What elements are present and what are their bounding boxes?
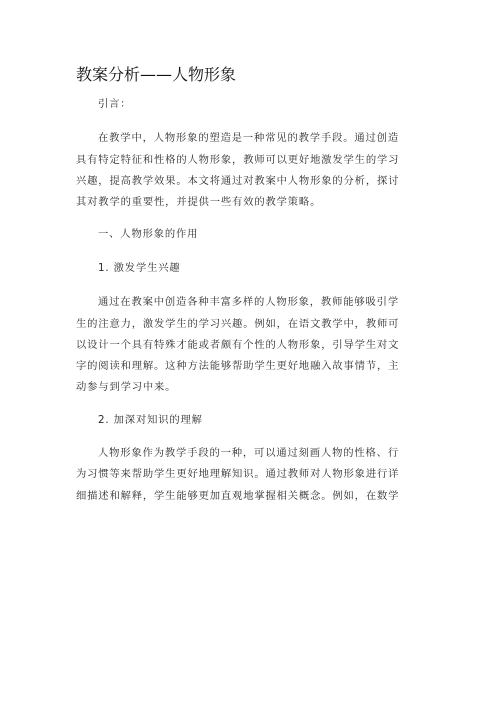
paragraph-line: 具有特定特征和性格的人物形象，教师可以更好地激发学生的学习 xyxy=(76,154,400,166)
subsection-heading: 1. 激发学生兴趣 xyxy=(98,262,181,274)
document-title: 教案分析——人物形象 xyxy=(76,65,237,84)
paragraph-line: 其对教学的重要性，并提供一些有效的教学策略。 xyxy=(76,196,322,208)
paragraph-line: 兴趣，提高教学效果。本文将通过对教案中人物形象的分析，探讨 xyxy=(76,175,400,187)
section-heading: 一、人物形象的作用 xyxy=(98,228,199,240)
paragraph-line: 字的阅读和理解。这种方法能够帮助学生更好地融入故事情节，主 xyxy=(76,360,400,372)
subsection-heading: 2. 加深对知识的理解 xyxy=(98,414,203,426)
paragraph-line: 以设计一个具有特殊才能或者颇有个性的人物形象，引导学生对文 xyxy=(76,339,400,351)
paragraph-line: 生的注意力，激发学生的学习兴趣。例如，在语文教学中，教师可 xyxy=(76,318,400,330)
section-label-intro: 引言： xyxy=(98,98,132,110)
paragraph-line: 细描述和解释，学生能够更加直观地掌握相关概念。例如，在数学 xyxy=(76,490,400,502)
paragraph-line: 在教学中，人物形象的塑造是一种常见的教学手段。通过创造 xyxy=(98,132,399,144)
paragraph-line: 人物形象作为教学手段的一种，可以通过刻画人物的性格、行 xyxy=(98,447,399,459)
paragraph-line: 通过在教案中创造各种丰富多样的人物形象，教师能够吸引学 xyxy=(98,296,399,308)
paragraph-line: 动参与到学习中来。 xyxy=(76,381,177,393)
paragraph-line: 为习惯等来帮助学生更好地理解知识。通过教师对人物形象进行详 xyxy=(76,468,400,480)
